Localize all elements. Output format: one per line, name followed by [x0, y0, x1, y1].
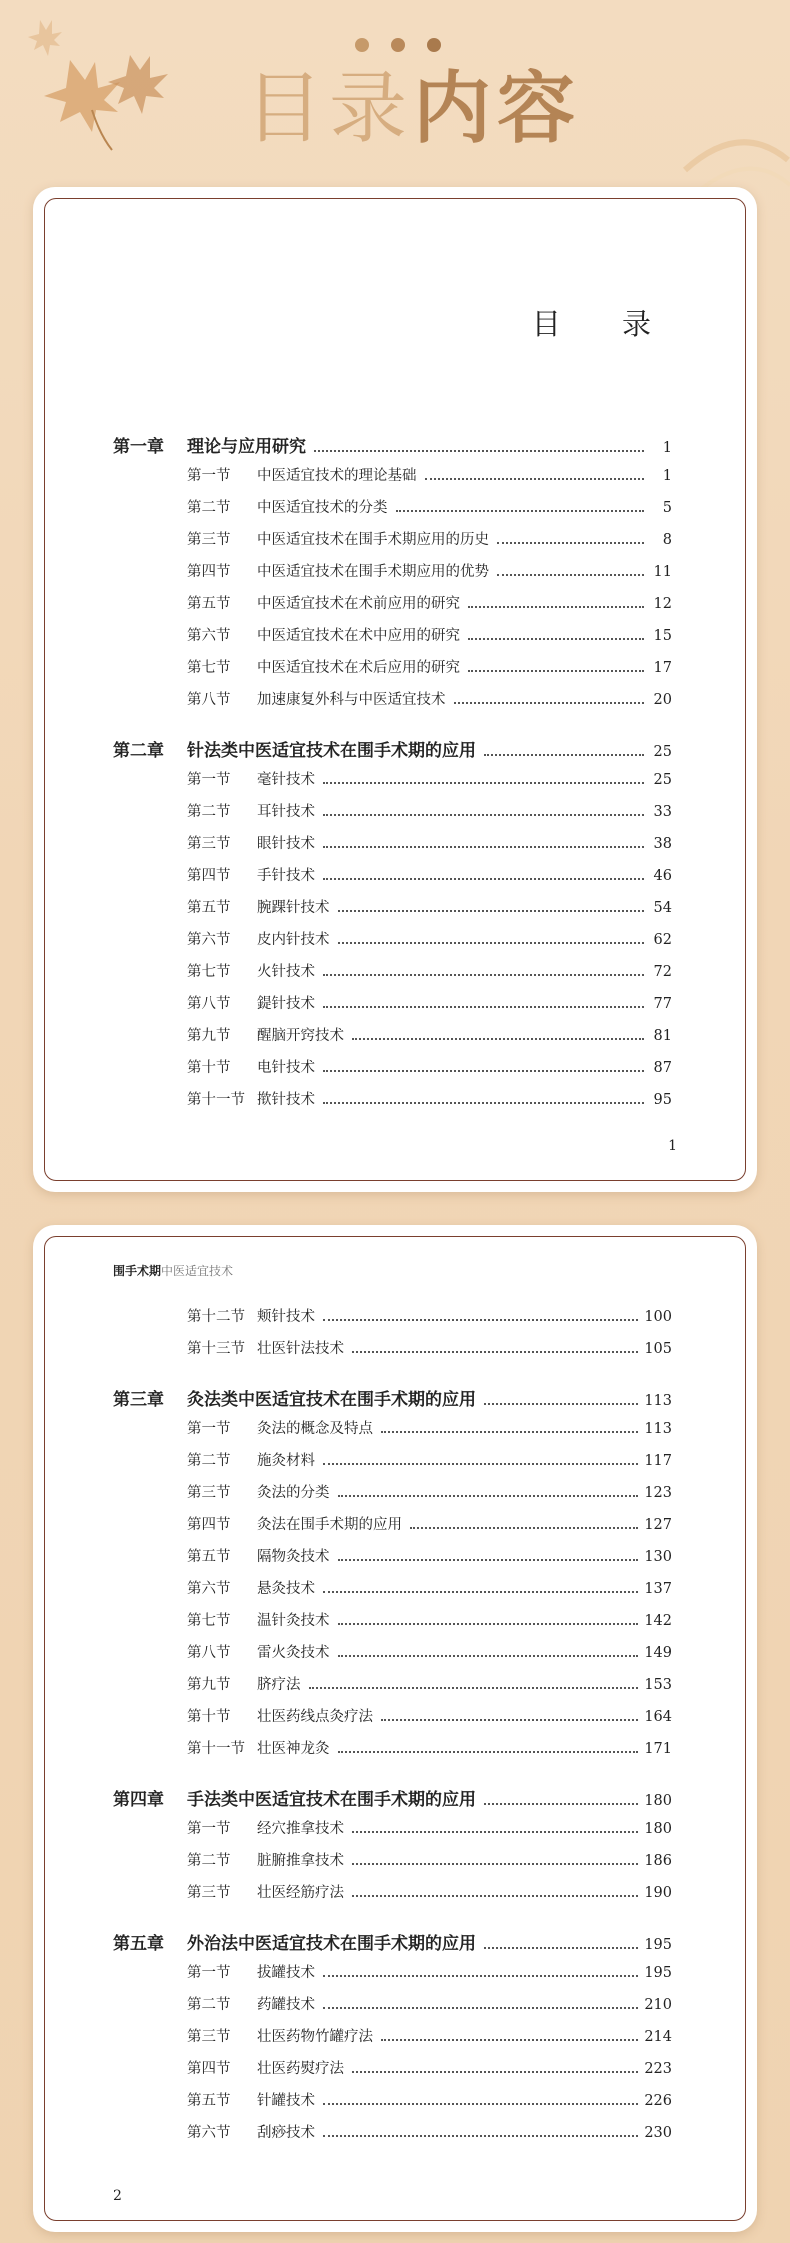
toc-section-entry: [113, 864, 672, 896]
dot-leader: [484, 1947, 638, 1949]
running-head: [113, 1262, 233, 1279]
dot-leader: [454, 702, 645, 704]
dot-leader: [323, 974, 644, 976]
entry-title: 电针技术: [257, 1060, 315, 1076]
dot-leader: [468, 606, 644, 608]
entry-title: 颊针技术: [257, 1309, 315, 1325]
toc-section-entry: [113, 1481, 672, 1513]
entry-title: 中医适宜技术在术后应用的研究: [257, 660, 460, 676]
page-title: [245, 64, 582, 154]
toc-section-entry: [113, 768, 672, 800]
entry-title: 鍉针技术: [257, 996, 315, 1012]
entry-page: 72: [653, 964, 672, 980]
toc-section-entry: [113, 1088, 672, 1120]
entry-number: 第六节: [187, 932, 231, 948]
toc-section-entry: [113, 1961, 672, 1993]
entry-number: 第一节: [187, 772, 231, 788]
dot-leader: [323, 1591, 638, 1593]
dot-leader: [338, 1623, 639, 1625]
entry-page: 5: [662, 500, 672, 516]
dot-leader: [381, 1719, 638, 1721]
entry-page: 226: [644, 2093, 672, 2109]
entry-page: 190: [644, 1885, 672, 1901]
dot-leader: [352, 2071, 638, 2073]
toc-section-entry: [113, 624, 672, 656]
entry-number: 第四节: [187, 1517, 231, 1533]
entry-number: 第二节: [187, 804, 231, 820]
dot-leader: [381, 2039, 638, 2041]
dot-leader: [484, 1403, 638, 1405]
dot-leader: [323, 2007, 638, 2009]
entry-number: 第三章: [113, 1390, 164, 1410]
entry-page: 113: [644, 1421, 672, 1437]
entry-page: 62: [653, 932, 672, 948]
entry-title: 揿针技术: [257, 1092, 315, 1108]
dot-leader: [323, 1975, 638, 1977]
entry-title: 经穴推拿技术: [257, 1821, 344, 1837]
dot-leader: [323, 1319, 638, 1321]
toc-section-entry: [113, 1417, 672, 1449]
entry-title: 拔罐技术: [257, 1965, 315, 1981]
entry-number: 第四章: [113, 1790, 164, 1810]
entry-title: 壮医针法技术: [257, 1341, 344, 1357]
dot-leader: [352, 1038, 644, 1040]
entry-number: 第三节: [187, 836, 231, 852]
dot-leader: [338, 910, 645, 912]
entry-number: 第五节: [187, 2093, 231, 2109]
dot-leader: [352, 1351, 638, 1353]
dot-leader: [323, 2135, 638, 2137]
toc-chapter-entry: [113, 1929, 672, 1961]
entry-number: 第十二节: [187, 1309, 245, 1325]
entry-page: 195: [644, 1937, 672, 1953]
entry-page: 180: [644, 1793, 672, 1809]
toc-section-entry: [113, 1641, 672, 1673]
entry-title: 眼针技术: [257, 836, 315, 852]
dot-leader: [381, 1431, 638, 1433]
entry-page: 8: [662, 532, 672, 548]
entry-number: 第十节: [187, 1709, 231, 1725]
entry-title: 中医适宜技术在术中应用的研究: [257, 628, 460, 644]
dot-leader: [314, 450, 644, 452]
entry-page: 214: [644, 2029, 672, 2045]
page-title-bold: 内容: [413, 64, 582, 154]
entry-title: 壮医经筋疗法: [257, 1885, 344, 1901]
entry-title: 理论与应用研究: [187, 437, 306, 457]
dot-leader: [323, 1006, 644, 1008]
dot-leader: [309, 1687, 639, 1689]
entry-page: 153: [644, 1677, 672, 1693]
entry-title: 皮内针技术: [257, 932, 330, 948]
toc-chapter-entry: [113, 1785, 672, 1817]
dot-leader: [468, 670, 644, 672]
toc-section-entry: [113, 1609, 672, 1641]
entry-title: 中医适宜技术在术前应用的研究: [257, 596, 460, 612]
entry-page: 15: [653, 628, 672, 644]
entry-number: 第五节: [187, 596, 231, 612]
entry-title: 火针技术: [257, 964, 315, 980]
toc-section-entry: [113, 1056, 672, 1088]
page-title-light: 目录: [245, 64, 414, 154]
entry-title: 腕踝针技术: [257, 900, 330, 916]
toc-section-entry: [113, 464, 672, 496]
entry-title: 手法类中医适宜技术在围手术期的应用: [187, 1790, 476, 1810]
entry-number: 第七节: [187, 1613, 231, 1629]
entry-number: 第六节: [187, 1581, 231, 1597]
toc-section-entry: [113, 1449, 672, 1481]
dot-leader: [323, 878, 644, 880]
entry-number: 第二节: [187, 500, 231, 516]
entry-page: 105: [644, 1341, 672, 1357]
toc-section-entry: [113, 992, 672, 1024]
entry-page: 38: [653, 836, 672, 852]
entry-number: 第六节: [187, 628, 231, 644]
entry-page: 11: [653, 564, 672, 580]
entry-page: 12: [653, 596, 672, 612]
entry-page: 113: [644, 1393, 672, 1409]
dot-leader: [338, 1495, 639, 1497]
entry-page: 130: [644, 1549, 672, 1565]
entry-number: 第八节: [187, 996, 231, 1012]
toc-section-entry: [113, 1673, 672, 1705]
entry-page: 81: [653, 1028, 672, 1044]
running-head-rest: 中医适宜技术: [161, 1264, 234, 1278]
entry-title: 毫针技术: [257, 772, 315, 788]
entry-page: 223: [644, 2061, 672, 2077]
entry-title: 灸法在围手术期的应用: [257, 1517, 402, 1533]
toc-section-entry: [113, 656, 672, 688]
toc-section-entry: [113, 592, 672, 624]
entry-page: 77: [653, 996, 672, 1012]
dot-leader: [396, 510, 645, 512]
entry-title: 灸法的分类: [257, 1485, 330, 1501]
toc-page-1: [33, 187, 757, 1192]
toc-section-entry: [113, 1705, 672, 1737]
entry-page: 123: [644, 1485, 672, 1501]
entry-number: 第十三节: [187, 1341, 245, 1357]
toc-chapter-entry: [113, 736, 672, 768]
decorative-dots: [355, 38, 441, 52]
entry-number: 第二节: [187, 1453, 231, 1469]
toc-section-entry: [113, 528, 672, 560]
entry-number: 第一节: [187, 1965, 231, 1981]
entry-number: 第三节: [187, 532, 231, 548]
entry-number: 第八节: [187, 1645, 231, 1661]
toc-section-entry: [113, 1817, 672, 1849]
entry-title: 针法类中医适宜技术在围手术期的应用: [187, 741, 476, 761]
dot-leader: [338, 1655, 639, 1657]
toc-chapter-entry: [113, 432, 672, 464]
entry-title: 雷火灸技术: [257, 1645, 330, 1661]
entry-page: 195: [644, 1965, 672, 1981]
toc-section-entry: [113, 496, 672, 528]
entry-page: 20: [653, 692, 672, 708]
entry-number: 第十节: [187, 1060, 231, 1076]
entry-title: 壮医药线点灸疗法: [257, 1709, 373, 1725]
entry-title: 中医适宜技术的分类: [257, 500, 388, 516]
dot-leader: [484, 1803, 638, 1805]
entry-number: 第二节: [187, 1853, 231, 1869]
dot-leader: [323, 1070, 644, 1072]
entry-page: 25: [653, 772, 672, 788]
entry-title: 药罐技术: [257, 1997, 315, 2013]
entry-number: 第四节: [187, 868, 231, 884]
toc-section-entry: [113, 1849, 672, 1881]
toc-section-entry: [113, 2121, 672, 2153]
entry-page: 33: [653, 804, 672, 820]
page-number: 1: [668, 1138, 677, 1154]
entry-number: 第九节: [187, 1028, 231, 1044]
toc-section-entry: [113, 960, 672, 992]
entry-title: 壮医药熨疗法: [257, 2061, 344, 2077]
entry-title: 壮医药物竹罐疗法: [257, 2029, 373, 2045]
dot-leader: [497, 542, 644, 544]
entry-number: 第四节: [187, 564, 231, 580]
dot-leader: [323, 782, 644, 784]
toc-list: [113, 432, 672, 1120]
dot-leader: [323, 846, 644, 848]
entry-number: 第一节: [187, 1821, 231, 1837]
toc-section-entry: [113, 800, 672, 832]
entry-title: 中医适宜技术在围手术期应用的优势: [257, 564, 489, 580]
maple-leaf-icon: [0, 0, 200, 170]
dot-leader: [323, 1463, 638, 1465]
entry-page: 142: [644, 1613, 672, 1629]
entry-title: 醒脑开窍技术: [257, 1028, 344, 1044]
toc-section-entry: [113, 2025, 672, 2057]
entry-number: 第十一节: [187, 1741, 245, 1757]
entry-page: 171: [644, 1741, 672, 1757]
entry-number: 第七节: [187, 660, 231, 676]
entry-page: 149: [644, 1645, 672, 1661]
dot-leader: [352, 1895, 638, 1897]
toc-section-entry: [113, 1737, 672, 1769]
toc-section-entry: [113, 1545, 672, 1577]
entry-page: 230: [644, 2125, 672, 2141]
entry-number: 第二章: [113, 741, 164, 761]
entry-number: 第一章: [113, 437, 164, 457]
entry-title: 中医适宜技术的理论基础: [257, 468, 417, 484]
entry-title: 灸法类中医适宜技术在围手术期的应用: [187, 1390, 476, 1410]
entry-number: 第一节: [187, 1421, 231, 1437]
dot-leader: [352, 1863, 638, 1865]
entry-page: 1: [662, 440, 672, 456]
toc-section-entry: [113, 1881, 672, 1913]
dot-leader: [410, 1527, 638, 1529]
dot-leader: [497, 574, 644, 576]
entry-page: 186: [644, 1853, 672, 1869]
entry-title: 悬灸技术: [257, 1581, 315, 1597]
entry-number: 第五章: [113, 1934, 164, 1954]
dot-leader: [338, 1751, 639, 1753]
dot-leader: [323, 814, 644, 816]
dot-leader: [425, 478, 645, 480]
entry-page: 117: [644, 1453, 672, 1469]
toc-section-entry: [113, 2089, 672, 2121]
entry-title: 刮痧技术: [257, 2125, 315, 2141]
page-number: 2: [113, 2188, 122, 2204]
toc-list: [113, 1305, 672, 2153]
entry-title: 中医适宜技术在围手术期应用的历史: [257, 532, 489, 548]
toc-section-entry: [113, 1305, 672, 1337]
entry-title: 外治法中医适宜技术在围手术期的应用: [187, 1934, 476, 1954]
toc-section-entry: [113, 1337, 672, 1369]
header-banner: [0, 0, 790, 195]
entry-page: 127: [644, 1517, 672, 1533]
entry-number: 第三节: [187, 1885, 231, 1901]
toc-section-entry: [113, 560, 672, 592]
entry-page: 46: [653, 868, 672, 884]
toc-section-entry: [113, 896, 672, 928]
entry-number: 第五节: [187, 900, 231, 916]
entry-title: 隔物灸技术: [257, 1549, 330, 1565]
toc-section-entry: [113, 1513, 672, 1545]
entry-title: 灸法的概念及特点: [257, 1421, 373, 1437]
entry-page: 164: [644, 1709, 672, 1725]
toc-title: 目 录: [531, 307, 677, 341]
toc-page-2: [33, 1225, 757, 2232]
toc-section-entry: [113, 1993, 672, 2025]
dot-leader: [468, 638, 644, 640]
entry-page: 137: [644, 1581, 672, 1597]
entry-number: 第七节: [187, 964, 231, 980]
entry-title: 脏腑推拿技术: [257, 1853, 344, 1869]
toc-section-entry: [113, 688, 672, 720]
entry-page: 25: [653, 744, 672, 760]
entry-page: 87: [653, 1060, 672, 1076]
entry-number: 第三节: [187, 1485, 231, 1501]
dot-leader: [352, 1831, 638, 1833]
dot-leader: [338, 1559, 639, 1561]
dot-leader: [323, 2103, 638, 2105]
entry-page: 17: [653, 660, 672, 676]
entry-number: 第四节: [187, 2061, 231, 2077]
entry-page: 1: [662, 468, 672, 484]
toc-section-entry: [113, 1577, 672, 1609]
entry-title: 壮医神龙灸: [257, 1741, 330, 1757]
entry-title: 耳针技术: [257, 804, 315, 820]
toc-chapter-entry: [113, 1385, 672, 1417]
entry-page: 95: [653, 1092, 672, 1108]
entry-page: 100: [644, 1309, 672, 1325]
entry-number: 第十一节: [187, 1092, 245, 1108]
entry-title: 针罐技术: [257, 2093, 315, 2109]
entry-page: 210: [644, 1997, 672, 2013]
entry-title: 加速康复外科与中医适宜技术: [257, 692, 446, 708]
entry-number: 第三节: [187, 2029, 231, 2045]
entry-title: 温针灸技术: [257, 1613, 330, 1629]
entry-number: 第二节: [187, 1997, 231, 2013]
dot-leader: [338, 942, 645, 944]
toc-section-entry: [113, 832, 672, 864]
entry-title: 手针技术: [257, 868, 315, 884]
running-head-bold: 围手术期: [113, 1264, 162, 1278]
toc-section-entry: [113, 2057, 672, 2089]
toc-section-entry: [113, 1024, 672, 1056]
entry-page: 180: [644, 1821, 672, 1837]
dot-leader: [323, 1102, 644, 1104]
entry-page: 54: [653, 900, 672, 916]
entry-title: 脐疗法: [257, 1677, 301, 1693]
dot-leader: [484, 754, 644, 756]
entry-number: 第八节: [187, 692, 231, 708]
entry-number: 第九节: [187, 1677, 231, 1693]
entry-number: 第六节: [187, 2125, 231, 2141]
entry-title: 施灸材料: [257, 1453, 315, 1469]
entry-number: 第一节: [187, 468, 231, 484]
entry-number: 第五节: [187, 1549, 231, 1565]
toc-section-entry: [113, 928, 672, 960]
